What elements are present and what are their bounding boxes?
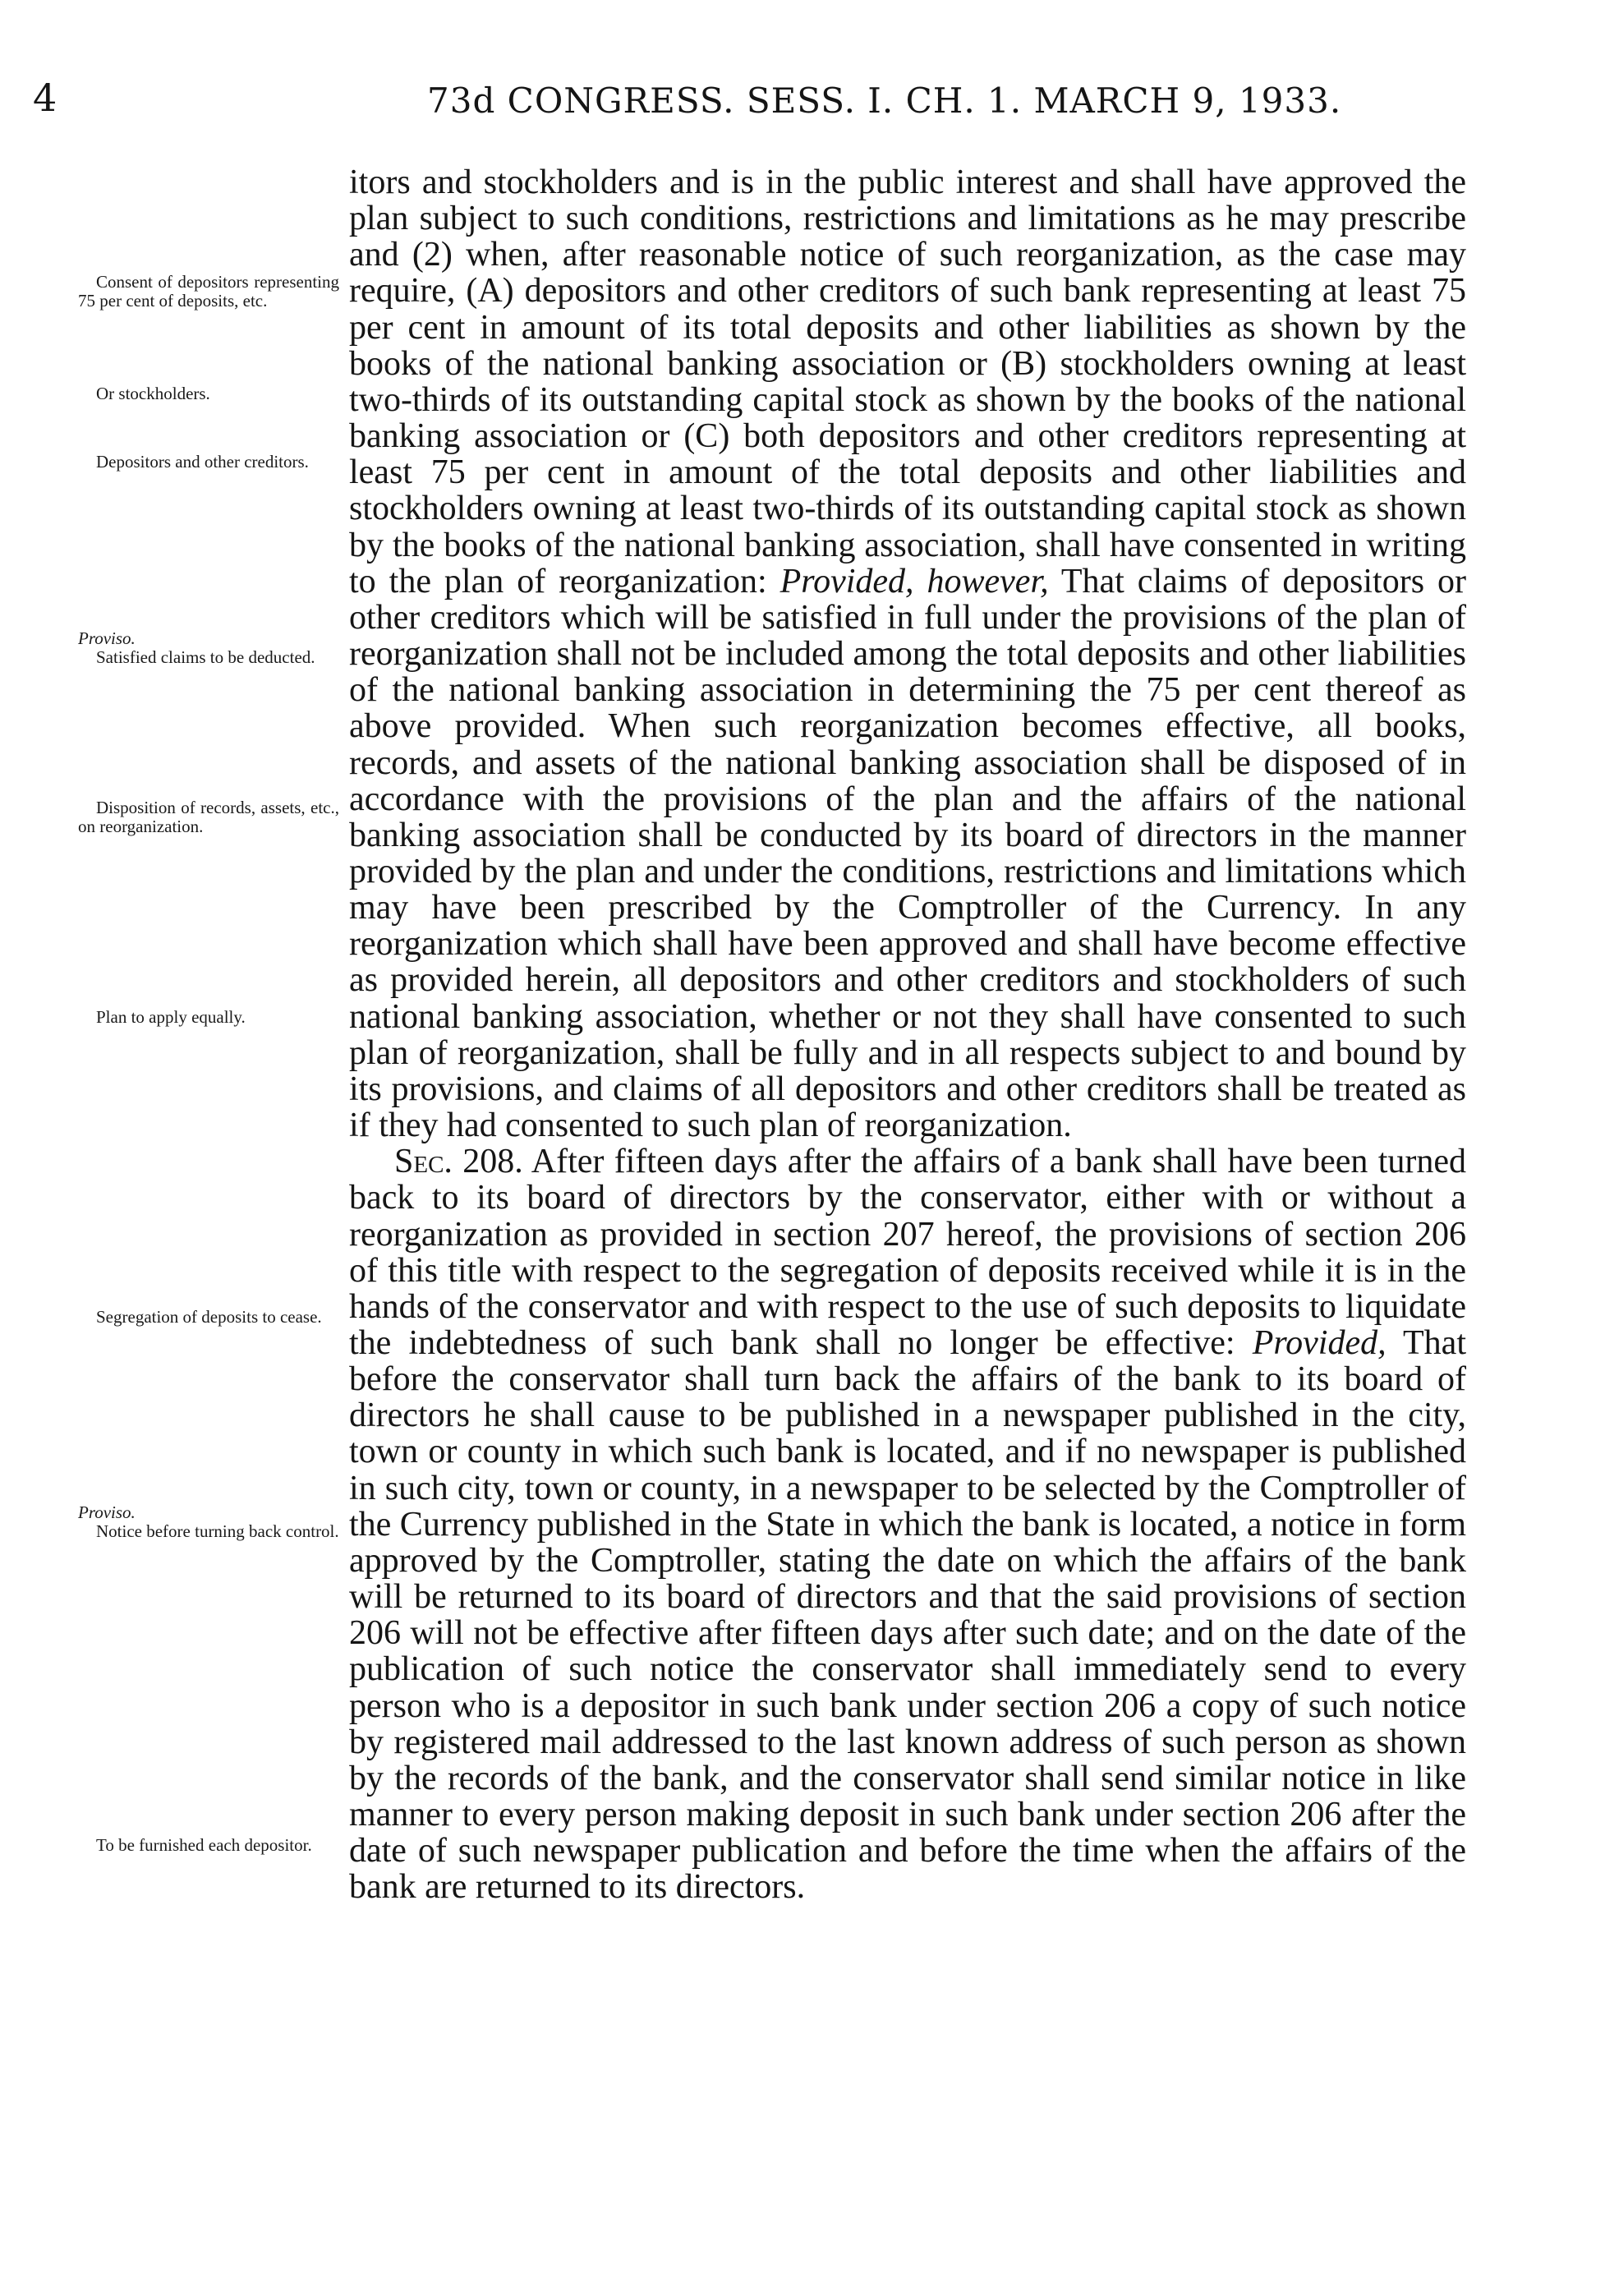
proviso-however: Provided, however, <box>780 562 1049 600</box>
section-label: Sec. <box>394 1143 453 1181</box>
running-head: 73d CONGRESS. SESS. I. CH. 1. MARCH 9, 1933. <box>427 81 1342 121</box>
proviso-provided: Provided, <box>1252 1324 1387 1362</box>
paragraph-section-208: Sec. 208. After fifteen days after the affairs of a bank shall have been turned back to its board of directors by the conservator, either with or without a reorganization as provided in section 207 hereof, the provisions of section 206 of this title with respect to the segregation of deposits received while it is in the hands of the conservator and with respect to the use of such deposits to liquidate the indebtedness of such bank shall no longer be effective: Provided, That before the conservator shall turn back the affairs of the bank to its board of directors he shall cause to be published in a newspaper published in the city, town or county in which such bank is located, and if no newspaper is published in such city, town or county, in a newspaper to be selected by the Comptroller of the Currency published in the State in which the bank is located, a notice in form approved by the Comptroller, stating the date on which the affairs of the bank will be returned to its board of directors and that the said provisions of section 206 will not be effective after fifteen days after such date; and on the date of the publication of such notice the conservator shall immediately send to every person who is a depositor in such bank under section 206 a copy of such notice by registered mail addressed to the last known address of such person as shown by the records of the bank, and the conservator shall send similar notice in like manner to every person making deposit in such bank under section 206 after the date of such newspaper publication and before the time when the affairs of the bank are returned to its directors. <box>349 1143 1466 1907</box>
margin-note-furnished: To be furnished each depositor. <box>96 1835 312 1855</box>
margin-note-stockholders: Or stockholders. <box>96 384 210 403</box>
margin-note-notice: Proviso. Notice before turning back control. <box>78 1502 339 1541</box>
margin-note-depositors-creditors: Depositors and other creditors. <box>96 452 309 472</box>
margin-note-segregation: Segregation of deposits to cease. <box>96 1307 322 1327</box>
page-number: 4 <box>33 76 57 120</box>
statute-body <box>349 164 1466 1906</box>
margin-note-satisfied-claims: Proviso. Satisfied claims to be deducted. <box>78 628 315 667</box>
paragraph-section-207-continued: itors and stockholders and is in the public interest and shall have approved the plan subject to such conditions, restrictions and limitations as he may prescribe and (2) when, after reasonable notice of such reorganization, as the case may require, (A) depositors and other creditors of such bank representing at least 75 per cent in amount of its total deposits and other liabilities as shown by the books of the national banking association or (B) stockholders owning at least two-thirds of its outstanding capital stock as shown by the books of the national banking association or (C) both depositors and other creditors representing at least 75 per cent in amount of the total deposits and other liabilities and stockholders owning at least two-thirds of its outstanding capital stock as shown by the books of the national banking association, shall have consented in writing to the plan of reorganization: Provided, however, That claims of depositors or other creditors which will be satisfied in full under the provisions of the plan of reorganization shall not be included among the total deposits and other liabilities of the national banking association in determining the 75 per cent thereof as above provided. When such reorganization becomes effective, all books, records, and assets of the national banking association shall be disposed of in accordance with the provisions of the plan and the affairs of the national banking association shall be conducted by its board of directors in the manner provided by the plan and under the conditions, restrictions and limitations which may have been prescribed by the Comptroller of the Currency. In any reorganization which shall have been approved and shall have become effective as provided herein, all depositors and other creditors and stockholders of such national banking association, whether or not they shall have consented to such plan of reorganization, shall be fully and in all respects subject to and bound by its provisions, and claims of all depositors and other creditors shall be treated as if they had consented to such plan of reorganization. <box>349 163 1466 1145</box>
margin-note-disposition: Disposition of records, assets, etc., on reorganization. <box>78 798 339 836</box>
margin-note-plan-apply: Plan to apply equally. <box>96 1007 246 1027</box>
margin-note-consent: Consent of depositors representing 75 per cent of deposits, etc. <box>78 272 339 311</box>
